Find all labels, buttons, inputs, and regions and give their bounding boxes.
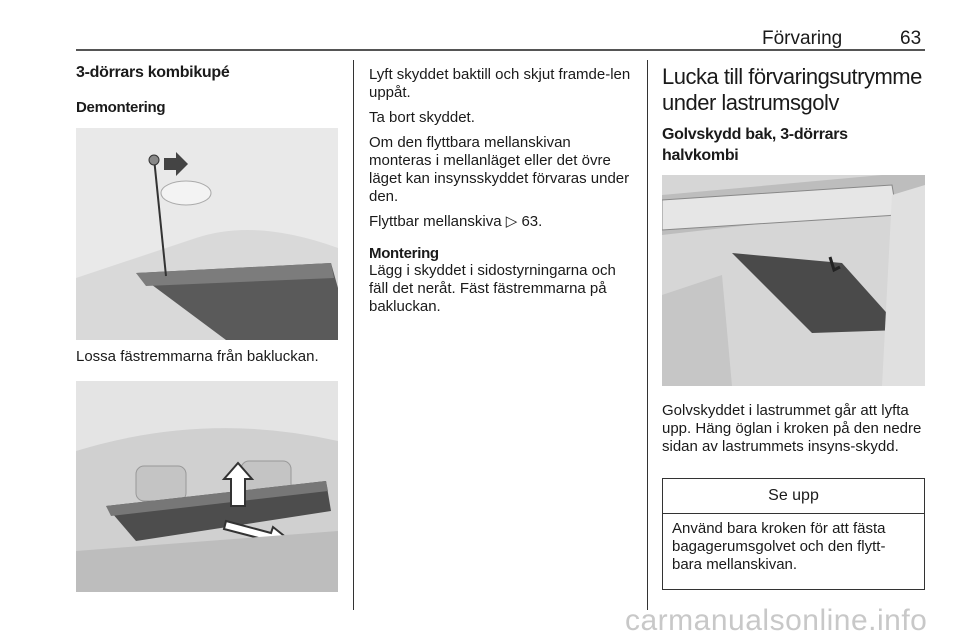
paragraph: Golvskyddet i lastrummet går att lyfta upp. Häng öglan i kroken på den nedre sidan av lastrummets insyns-skydd. (662, 402, 922, 455)
caution-box (662, 478, 925, 590)
illustration-floor-cover (662, 175, 925, 386)
subheading: Golvskydd bak, 3-dörrars halvkombi (662, 126, 848, 164)
paragraph: Om den flyttbara mellanskivan monteras i mellanläget eller det övre läget kan insynsskyddet förvaras under den. (369, 134, 630, 205)
section-heading: 3-dörrars kombikupé (76, 64, 230, 81)
caution-text: Använd bara kroken för att fästa bagagerumsgolvet och den flytt-bara mellanskivan. (672, 520, 886, 573)
section-heading: Lucka till förvaringsutrymme under lastrumsgolv (662, 64, 922, 115)
paragraph: Ta bort skyddet. (369, 109, 475, 126)
page-number: 63 (900, 28, 922, 49)
caption: Lossa fästremmarna från bakluckan. (76, 348, 319, 365)
column-divider (647, 60, 648, 610)
page-reference-link[interactable]: 63. (521, 213, 543, 230)
illustration-strap-removal (76, 128, 338, 340)
subheading: Demontering (76, 99, 166, 116)
watermark: carmanualsonline.info (625, 604, 928, 637)
subheading: Montering (369, 245, 439, 262)
column-2-text (369, 66, 634, 316)
section-title: Förvaring (762, 28, 843, 49)
paragraph-cross-reference (369, 213, 634, 231)
column-divider (353, 60, 354, 610)
page-ref-arrow-icon: ▷ (505, 213, 518, 230)
reference-text: Flyttbar mellanskiva (369, 213, 502, 230)
paragraph: Lägg i skyddet i sidostyrningarna och fäll det neråt. Fäst fästremmarna på bakluckan. (369, 262, 616, 315)
header-rule (76, 49, 925, 51)
paragraph: Lyft skyddet baktill och skjut framde-len uppåt. (369, 66, 631, 101)
illustration-lift-cover (76, 381, 338, 592)
caution-title: Se upp (663, 479, 924, 514)
